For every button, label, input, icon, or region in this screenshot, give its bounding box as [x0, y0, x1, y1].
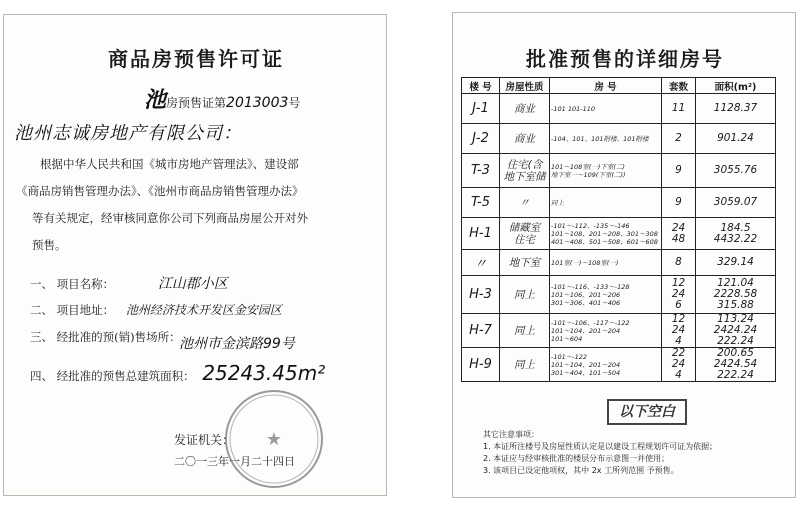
room-numbers-cell — [550, 218, 662, 250]
floor-area: 901.24 — [717, 132, 754, 144]
room-range: -101～-116、-133～-128 — [551, 282, 630, 291]
room-range: 101～104、201～204 — [551, 360, 621, 369]
room-range: 地下室一～109(下室(二)) — [551, 170, 626, 179]
floor-area-cell — [696, 124, 776, 154]
building-number-cell: T-3 — [462, 154, 500, 188]
property-nature-cell: 地下室 — [500, 250, 550, 276]
cert-number-handwritten: 2013003 — [226, 95, 289, 111]
cert-suffix: 号 — [288, 96, 301, 110]
room-numbers-cell — [550, 314, 662, 348]
table-row — [462, 250, 776, 276]
room-range: -101～-122 — [551, 352, 588, 361]
room-numbers-cell — [550, 94, 662, 124]
table-row — [462, 94, 776, 124]
unit-count: 48 — [671, 232, 686, 245]
item-label: 二、 项目地址： — [30, 303, 115, 317]
total-area-handwritten: 25243.45m² — [202, 361, 326, 385]
floor-area-cell — [696, 154, 776, 188]
room-numbers-cell — [550, 124, 662, 154]
room-range: -101～-106、-117～-122 — [551, 318, 630, 327]
blank-below-stamp: 以下空白 — [607, 399, 687, 425]
room-range: 同上 — [551, 198, 564, 207]
presale-venue-handwritten: 池州市金滨路99号 — [179, 336, 295, 352]
floor-area: 113.24 — [717, 313, 754, 325]
floor-area-cell — [696, 218, 776, 250]
unit-count: 22 — [671, 347, 686, 359]
floor-area: 222.24 — [717, 369, 754, 381]
unit-count-cell — [662, 250, 696, 276]
floor-area: 329.14 — [717, 256, 754, 268]
floor-area: 3059.07 — [713, 196, 758, 208]
room-range: 101～108、201～208、301～308 — [551, 229, 658, 238]
table-row — [462, 154, 776, 188]
building-number-cell: H-1 — [462, 218, 500, 250]
para-line-4: 预售。 — [32, 238, 67, 252]
total-area-row — [30, 361, 325, 385]
floor-area-cell — [696, 314, 776, 348]
floor-area-cell — [696, 348, 776, 382]
room-numbers-cell — [550, 276, 662, 314]
unit-count-cell — [662, 188, 696, 218]
floor-area-cell — [696, 276, 776, 314]
property-nature-cell: 储藏室 住宅 — [500, 218, 550, 250]
header-count: 套数 — [662, 78, 696, 94]
note-item: 1. 本证所注楼号及房屋性质认定是以建设工程规划许可证为依据； — [483, 442, 718, 451]
item-value-handwritten: 江山郡小区 — [157, 276, 228, 292]
room-range: 301～404、101～504 — [551, 368, 621, 377]
room-range: 101～104、201～204 — [551, 326, 621, 335]
property-nature-cell: 商业 — [500, 94, 550, 124]
room-numbers-cell — [550, 154, 662, 188]
para-line-3: 等有关规定，经审核同意你公司下列商品房屋公开对外 — [32, 211, 308, 225]
floor-area: 4432.22 — [713, 232, 758, 245]
unit-count: 11 — [671, 102, 686, 114]
room-range: 101～106、201～206 — [551, 290, 621, 299]
room-range: 101室(一)～108室(一) — [551, 258, 619, 267]
floor-area-cell — [696, 250, 776, 276]
unit-count: 6 — [675, 299, 682, 311]
room-range: 401～408、501～508、601～608 — [551, 237, 658, 246]
note-item: 3. 该项目已设定他项权，其中 2x 工所列范围 予预售。 — [483, 466, 679, 475]
room-range: 301～306、401～406 — [551, 298, 621, 307]
units-title: 批准预售的详细房号 — [526, 47, 724, 71]
unit-count: 24 — [671, 358, 686, 370]
notes-title: 其它注意事项： — [483, 430, 539, 439]
building-number-cell: H-3 — [462, 276, 500, 314]
property-nature-cell: 〃 — [500, 188, 550, 218]
header-rooms: 房 号 — [550, 78, 662, 94]
table-row — [462, 124, 776, 154]
table-row — [462, 314, 776, 348]
floor-area: 2424.54 — [713, 358, 758, 370]
item-label: 四、 经批准的预售总建筑面积： — [30, 369, 195, 383]
permit-title: 商品房预售许可证 — [108, 47, 284, 71]
unit-count-cell — [662, 276, 696, 314]
floor-area-cell — [696, 188, 776, 218]
room-range: 101～108室(一)下室(二) — [551, 162, 625, 171]
table-row — [462, 188, 776, 218]
svg-text:★: ★ — [265, 429, 283, 450]
room-range: -104、101、101附楼、101附楼 — [551, 134, 649, 143]
header-area: 面积(m²) — [696, 78, 776, 94]
room-numbers-cell — [550, 188, 662, 218]
unit-count-cell — [662, 154, 696, 188]
floor-area: 1128.37 — [713, 102, 758, 114]
property-nature-cell: 同上 — [500, 348, 550, 382]
table-row — [462, 348, 776, 382]
floor-area: 3055.76 — [713, 164, 758, 176]
room-range: -101 101-110 — [551, 104, 595, 113]
building-number-cell: T-5 — [462, 188, 500, 218]
floor-area: 222.24 — [717, 335, 754, 347]
issue-date: 二〇一三年一月二十四日 — [174, 455, 295, 468]
unit-count-cell — [662, 218, 696, 250]
units-table — [461, 77, 776, 382]
room-numbers-cell — [550, 250, 662, 276]
company-name-handwritten: 池州志诚房地产有限公司： — [14, 123, 242, 144]
unit-count-cell — [662, 314, 696, 348]
cert-label: 房预售证第 — [166, 96, 227, 110]
unit-count-cell — [662, 348, 696, 382]
unit-count: 4 — [675, 369, 682, 381]
presale-permit-page — [3, 14, 387, 496]
note-item: 2. 本证应与经审核批准的楼层分布示意图一并使用； — [483, 454, 670, 463]
official-seal — [222, 387, 326, 491]
property-nature-cell: 同上 — [500, 276, 550, 314]
para-line-2: 《商品房销售管理办法》、《池州市商品房销售管理办法》 — [16, 184, 304, 198]
floor-area: 200.65 — [717, 347, 754, 359]
unit-count: 4 — [675, 335, 682, 347]
property-nature-cell: 同上 — [500, 314, 550, 348]
unit-count: 8 — [675, 256, 682, 268]
unit-count: 24 — [671, 221, 686, 234]
floor-area-cell — [696, 94, 776, 124]
table-header-row — [462, 78, 776, 94]
building-number-cell: H-7 — [462, 314, 500, 348]
property-nature-cell: 住宅(含 地下室储 — [500, 154, 550, 188]
property-nature-cell: 商业 — [500, 124, 550, 154]
floor-area: 2424.24 — [713, 324, 758, 336]
floor-area: 184.5 — [720, 221, 751, 234]
room-range: -101～-112、-135～-146 — [551, 221, 630, 230]
unit-count-cell — [662, 94, 696, 124]
floor-area: 2228.58 — [713, 288, 758, 300]
authorization-paragraph — [16, 151, 378, 259]
notes-section — [483, 429, 783, 477]
building-number-cell: H-9 — [462, 348, 500, 382]
para-line-1: 根据中华人民共和国《城市房地产管理法》、建设部 — [40, 157, 299, 171]
item-value-handwritten: 池州经济技术开发区金安园区 — [125, 303, 282, 317]
project-name-row — [30, 273, 228, 293]
unit-count-cell — [662, 124, 696, 154]
header-building: 楼 号 — [462, 78, 500, 94]
unit-count: 12 — [671, 277, 686, 289]
unit-count: 24 — [671, 288, 686, 300]
unit-count: 9 — [675, 196, 682, 208]
unit-count: 9 — [675, 164, 682, 176]
table-row — [462, 218, 776, 250]
floor-area: 121.04 — [717, 277, 754, 289]
approved-units-page — [452, 12, 796, 498]
room-numbers-cell — [550, 348, 662, 382]
certificate-number-line — [144, 83, 300, 114]
cert-prefix-handwritten: 池 — [144, 88, 167, 113]
header-nature: 房屋性质 — [500, 78, 550, 94]
item-label: 一、 项目名称： — [30, 277, 115, 291]
issuing-authority-label: 发证机关： — [174, 433, 235, 447]
building-number-cell: J-2 — [462, 124, 500, 154]
room-range: 101～604 — [551, 334, 583, 343]
unit-count: 12 — [671, 313, 686, 325]
building-number-cell: 〃 — [462, 250, 500, 276]
unit-count: 24 — [671, 324, 686, 336]
floor-area: 315.88 — [717, 299, 754, 311]
unit-count: 2 — [675, 132, 682, 144]
item-label: 三、 经批准的预(销)售场所： — [30, 330, 181, 344]
table-row — [462, 276, 776, 314]
building-number-cell: J-1 — [462, 94, 500, 124]
